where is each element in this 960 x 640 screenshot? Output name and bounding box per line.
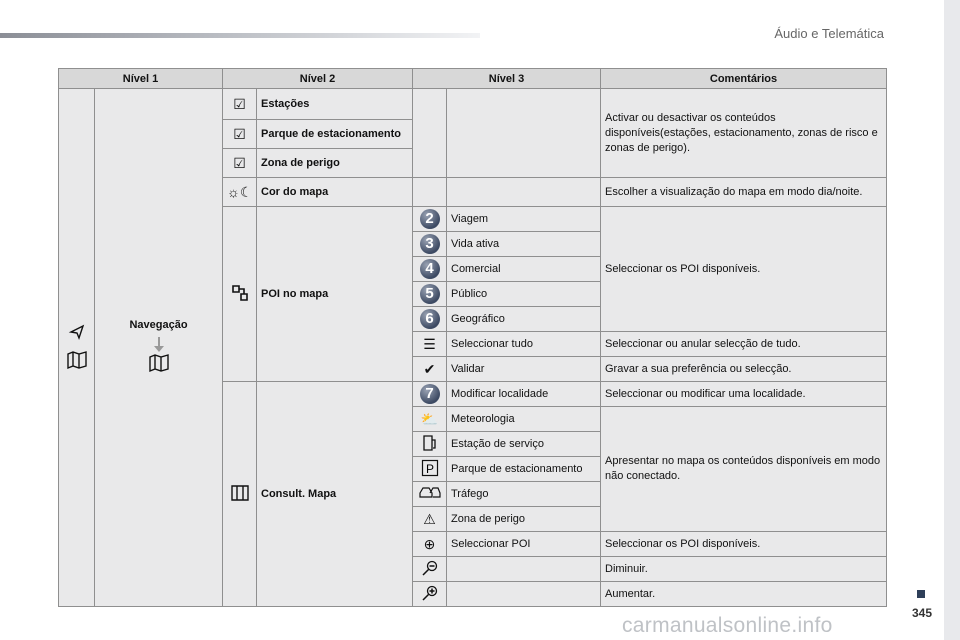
comment-map-display: Activar ou desactivar os conteúdos disponíveis(estações, estacionamento, zonas de risco e zonas de perigo). (601, 89, 887, 178)
watermark: carmanualsonline.info (622, 614, 833, 637)
header-level2: Nível 2 (223, 69, 413, 89)
level3-geografico[interactable]: Geográfico (447, 307, 601, 332)
badge-2: 2 (420, 209, 440, 229)
level2-parque[interactable]: Parque de estacionamento (257, 120, 413, 149)
comment-aumentar: Aumentar. (601, 582, 887, 607)
comment-diminuir: Diminuir. (601, 557, 887, 582)
level3-modificar[interactable]: Modificar localidade (447, 382, 601, 407)
badge-3: 3 (420, 234, 440, 254)
level2-zona-perigo[interactable]: Zona de perigo (257, 149, 413, 178)
badge-4: 4 (420, 259, 440, 279)
add-circle-icon[interactable]: ⊕ (413, 532, 447, 557)
level3-seleccionar-poi[interactable]: Seleccionar POI (447, 532, 601, 557)
zoom-out-icon[interactable] (413, 557, 447, 582)
level2-navigation-cell (95, 89, 223, 607)
level3-vida-ativa[interactable]: Vida ativa (447, 232, 601, 257)
level3-select-all[interactable]: Seleccionar tudo (447, 332, 601, 357)
navigation-map-icon (148, 353, 170, 376)
header-comments: Comentários (601, 69, 887, 89)
level3-estacao-servico[interactable]: Estação de serviço (447, 432, 601, 457)
level3-trafego[interactable]: Tráfego (447, 482, 601, 507)
parking-icon[interactable] (413, 457, 447, 482)
section-title: Áudio e Telemática (774, 26, 884, 41)
comment-select-all: Seleccionar ou anular selecção de tudo. (601, 332, 887, 357)
header-level1: Nível 1 (59, 69, 223, 89)
empty-cell (413, 178, 447, 207)
badge-5: 5 (420, 284, 440, 304)
page-marker (917, 590, 925, 598)
level3-zona-perigo[interactable]: Zona de perigo (447, 507, 601, 532)
navigation-label: Navegação (129, 319, 188, 331)
level3-validar[interactable]: Validar (447, 357, 601, 382)
header-level3: Nível 3 (413, 69, 601, 89)
level3-comercial[interactable]: Comercial (447, 257, 601, 282)
level3-publico[interactable]: Público (447, 282, 601, 307)
level2-poi[interactable]: POI no mapa (257, 207, 413, 382)
empty-cell (447, 557, 601, 582)
comment-seleccionar-poi: Seleccionar os POI disponíveis. (601, 532, 887, 557)
zoom-in-icon[interactable] (413, 582, 447, 607)
page-number: 345 (912, 606, 933, 620)
menu-table (58, 68, 887, 607)
badge-7: 7 (420, 384, 440, 404)
table-row (59, 89, 887, 120)
svg-text:P: P (425, 461, 434, 476)
badge-6: 6 (420, 309, 440, 329)
level1-cell (59, 89, 95, 607)
empty-cell (447, 178, 601, 207)
right-margin-strip (944, 0, 960, 640)
level3-parque[interactable]: Parque de estacionamento (447, 457, 601, 482)
level3-viagem[interactable]: Viagem (447, 207, 601, 232)
day-night-icon[interactable]: ☼☾ (223, 178, 257, 207)
comment-modificar: Seleccionar ou modificar uma localidade. (601, 382, 887, 407)
checkmark-icon[interactable]: ✔ (413, 357, 447, 382)
navigation-arrow-icon (68, 323, 86, 344)
comment-map-color: Escolher a visualização do mapa em modo dia/noite. (601, 178, 887, 207)
header-bar (0, 33, 480, 38)
comment-layers: Apresentar no mapa os conteúdos disponíveis em modo não conectado. (601, 407, 887, 532)
level3-meteorologia[interactable]: Meteorologia (447, 407, 601, 432)
level2-consult-mapa[interactable]: Consult. Mapa (257, 382, 413, 607)
select-all-icon[interactable]: ☰ (413, 332, 447, 357)
checkbox-icon[interactable]: ☑ (223, 149, 257, 178)
traffic-icon[interactable] (413, 482, 447, 507)
empty-cell (447, 89, 601, 178)
fuel-station-icon[interactable] (413, 432, 447, 457)
table-header-row (59, 69, 887, 89)
empty-cell (447, 582, 601, 607)
arrow-down-icon (158, 337, 160, 347)
navigation-map-icon (66, 350, 88, 373)
level2-estacoes[interactable]: Estações (257, 89, 413, 120)
book-map-icon[interactable] (223, 382, 257, 607)
comment-validar: Gravar a sua preferência ou selecção. (601, 357, 887, 382)
checkbox-icon[interactable]: ☑ (223, 120, 257, 149)
comment-poi-items: Seleccionar os POI disponíveis. (601, 207, 887, 332)
level2-cor-do-mapa[interactable]: Cor do mapa (257, 178, 413, 207)
checkbox-icon[interactable]: ☑ (223, 89, 257, 120)
empty-cell (413, 89, 447, 178)
warning-icon[interactable]: ⚠ (413, 507, 447, 532)
weather-icon[interactable]: ⛅ (413, 407, 447, 432)
poi-icon[interactable] (223, 207, 257, 382)
